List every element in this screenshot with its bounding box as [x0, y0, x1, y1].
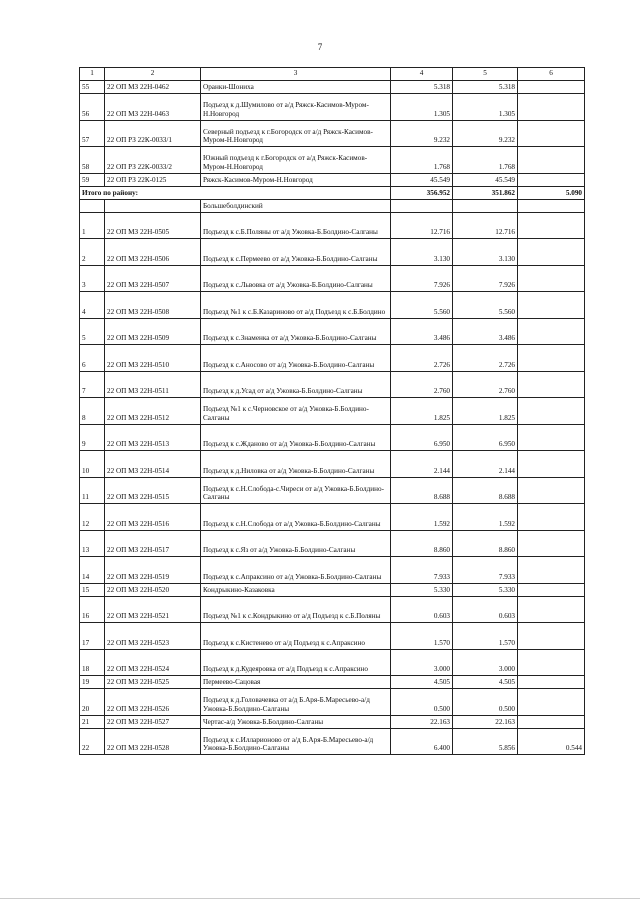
total-length-cell: 12.716 — [391, 212, 453, 239]
total-length-cell: 3.130 — [391, 239, 453, 266]
road-name-cell: Пермеево-Сацовая — [201, 676, 391, 689]
table-row — [80, 398, 585, 425]
road-name-cell: Ряжск-Касимов-Муром-Н.Новгород — [201, 173, 391, 186]
column6-value-cell — [518, 212, 585, 239]
total-length-cell: 1.570 — [391, 623, 453, 650]
column6-value-cell — [518, 120, 585, 147]
column5-value-cell: 1.768 — [453, 147, 518, 174]
road-code-cell: 22 ОП МЗ 22Н-0521 — [105, 596, 201, 623]
road-code-cell: 22 ОП МЗ 22Н-0462 — [105, 81, 201, 94]
column5-value-cell: 7.933 — [453, 557, 518, 584]
road-code-cell: 22 ОП МЗ 22Н-0512 — [105, 398, 201, 425]
empty-cell — [105, 199, 201, 212]
district-heading-row — [80, 199, 585, 212]
empty-cell — [391, 199, 453, 212]
row-number-cell: 59 — [80, 173, 105, 186]
road-code-cell: 22 ОП МЗ 22Н-0523 — [105, 623, 201, 650]
district-name: Большеболдинский — [201, 199, 391, 212]
column6-value-cell — [518, 623, 585, 650]
row-number-cell: 2 — [80, 239, 105, 266]
total-length-cell: 9.232 — [391, 120, 453, 147]
header-cell: 1 — [80, 68, 105, 81]
table-row — [80, 477, 585, 504]
road-code-cell: 22 ОП МЗ 22Н-0519 — [105, 557, 201, 584]
total-length-cell: 2.144 — [391, 451, 453, 478]
road-name-cell: Подъезд к с.Б.Поляны от а/д Ужовка-Б.Болдино-Салганы — [201, 212, 391, 239]
empty-cell — [453, 199, 518, 212]
row-number-cell: 5 — [80, 318, 105, 345]
road-name-cell: Южный подъезд к г.Богородск от а/д Ряжск-Касимов-Муром-Н.Новгород — [201, 147, 391, 174]
table-row — [80, 676, 585, 689]
column6-value-cell: 0.544 — [518, 728, 585, 755]
column5-value-cell: 5.856 — [453, 728, 518, 755]
table-row — [80, 596, 585, 623]
table-row — [80, 715, 585, 728]
row-number-cell: 11 — [80, 477, 105, 504]
total-length-cell: 5.318 — [391, 81, 453, 94]
column6-value-cell — [518, 398, 585, 425]
table-row — [80, 147, 585, 174]
road-name-cell: Подъезд к с.Львовка от а/д Ужовка-Б.Болдино-Салганы — [201, 265, 391, 292]
column5-value-cell: 3.000 — [453, 649, 518, 676]
total-length-cell: 45.549 — [391, 173, 453, 186]
table-row — [80, 728, 585, 755]
road-name-cell: Подъезд к с.Кистенево от а/д Подъезд к с.Апраксино — [201, 623, 391, 650]
table-row — [80, 583, 585, 596]
page-number: 7 — [317, 42, 323, 52]
column5-value-cell: 9.232 — [453, 120, 518, 147]
column6-value-cell: 5.090 — [518, 186, 585, 199]
column6-value-cell — [518, 583, 585, 596]
total-length-cell: 7.933 — [391, 557, 453, 584]
column5-value-cell: 5.330 — [453, 583, 518, 596]
table-row — [80, 265, 585, 292]
road-name-cell: Подъезд к д.Ниловка от а/д Ужовка-Б.Болдино-Салганы — [201, 451, 391, 478]
total-label: Итого по району: — [80, 186, 391, 199]
table-row — [80, 318, 585, 345]
road-name-cell: Подъезд к с.Пермеево от а/д Ужовка-Б.Болдино-Салганы — [201, 239, 391, 266]
column5-value-cell: 2.760 — [453, 371, 518, 398]
road-code-cell: 22 ОП МЗ 22Н-0511 — [105, 371, 201, 398]
column5-value-cell: 45.549 — [453, 173, 518, 186]
column5-value-cell: 351.862 — [453, 186, 518, 199]
column5-value-cell: 1.305 — [453, 94, 518, 121]
total-length-cell: 22.163 — [391, 715, 453, 728]
row-number-cell: 9 — [80, 424, 105, 451]
district-total-row — [80, 186, 585, 199]
table-row — [80, 424, 585, 451]
header-cell: 4 — [391, 68, 453, 81]
row-number-cell: 13 — [80, 530, 105, 557]
column5-value-cell: 2.144 — [453, 451, 518, 478]
column6-value-cell — [518, 504, 585, 531]
column6-value-cell — [518, 451, 585, 478]
total-length-cell: 4.505 — [391, 676, 453, 689]
column6-value-cell — [518, 173, 585, 186]
total-length-cell: 7.926 — [391, 265, 453, 292]
road-code-cell: 22 ОП МЗ 22Н-0516 — [105, 504, 201, 531]
row-number-cell: 6 — [80, 345, 105, 372]
column6-value-cell — [518, 265, 585, 292]
road-code-cell: 22 ОП МЗ 22Н-0508 — [105, 292, 201, 319]
road-code-cell: 22 ОП МЗ 22Н-0514 — [105, 451, 201, 478]
column5-value-cell: 7.926 — [453, 265, 518, 292]
total-length-cell: 3.486 — [391, 318, 453, 345]
road-code-cell: 22 ОП МЗ 22Н-0507 — [105, 265, 201, 292]
row-number-cell: 55 — [80, 81, 105, 94]
row-number-cell: 18 — [80, 649, 105, 676]
road-name-cell: Подъезд к с.Яз от а/д Ужовка-Б.Болдино-Салганы — [201, 530, 391, 557]
roads-table — [79, 67, 585, 755]
row-number-cell: 12 — [80, 504, 105, 531]
row-number-cell: 58 — [80, 147, 105, 174]
row-number-cell: 10 — [80, 451, 105, 478]
column6-value-cell — [518, 596, 585, 623]
empty-cell — [518, 199, 585, 212]
total-length-cell: 6.950 — [391, 424, 453, 451]
total-length-cell: 5.560 — [391, 292, 453, 319]
road-code-cell: 22 ОП МЗ 22Н-0506 — [105, 239, 201, 266]
column5-value-cell: 5.318 — [453, 81, 518, 94]
column5-value-cell: 12.716 — [453, 212, 518, 239]
row-number-cell: 1 — [80, 212, 105, 239]
road-name-cell: Подъезд к с.Илларионово от а/д Б.Аря-Б.Маресьево-а/д Ужовка-Б.Болдино-Салганы — [201, 728, 391, 755]
column6-value-cell — [518, 477, 585, 504]
table-row — [80, 530, 585, 557]
header-cell: 3 — [201, 68, 391, 81]
road-name-cell: Кондрыкино-Казаковка — [201, 583, 391, 596]
column6-value-cell — [518, 530, 585, 557]
road-code-cell: 22 ОП РЗ 22К-0125 — [105, 173, 201, 186]
row-number-cell: 19 — [80, 676, 105, 689]
total-length-cell: 356.952 — [391, 186, 453, 199]
table-row — [80, 292, 585, 319]
table-row — [80, 345, 585, 372]
total-length-cell: 2.726 — [391, 345, 453, 372]
row-number-cell: 8 — [80, 398, 105, 425]
column6-value-cell — [518, 715, 585, 728]
road-name-cell: Подъезд №1 к с.Кондрыкино от а/д Подъезд к с.Б.Поляны — [201, 596, 391, 623]
road-code-cell: 22 ОП МЗ 22Н-0525 — [105, 676, 201, 689]
column5-value-cell: 0.603 — [453, 596, 518, 623]
column5-value-cell: 6.950 — [453, 424, 518, 451]
table-row — [80, 557, 585, 584]
road-code-cell: 22 ОП РЗ 22К-0033/2 — [105, 147, 201, 174]
total-length-cell: 2.760 — [391, 371, 453, 398]
road-name-cell: Подъезд к с.Жданово от а/д Ужовка-Б.Болдино-Салганы — [201, 424, 391, 451]
column5-value-cell: 4.505 — [453, 676, 518, 689]
road-code-cell: 22 ОП МЗ 22Н-0510 — [105, 345, 201, 372]
header-cell: 2 — [105, 68, 201, 81]
row-number-cell: 17 — [80, 623, 105, 650]
road-name-cell: Подъезд к д.Усад от а/д Ужовка-Б.Болдино-Салганы — [201, 371, 391, 398]
road-code-cell: 22 ОП МЗ 22Н-0517 — [105, 530, 201, 557]
row-number-cell: 15 — [80, 583, 105, 596]
column6-value-cell — [518, 345, 585, 372]
road-name-cell: Северный подъезд к г.Богородск от а/д Ряжск-Касимов-Муром-Н.Новгород — [201, 120, 391, 147]
column5-value-cell: 5.560 — [453, 292, 518, 319]
column5-value-cell: 8.688 — [453, 477, 518, 504]
road-code-cell: 22 ОП МЗ 22Н-0505 — [105, 212, 201, 239]
column5-value-cell: 1.825 — [453, 398, 518, 425]
total-length-cell: 0.603 — [391, 596, 453, 623]
row-number-cell: 14 — [80, 557, 105, 584]
table-row — [80, 504, 585, 531]
column6-value-cell — [518, 239, 585, 266]
road-name-cell: Оранки-Шониха — [201, 81, 391, 94]
table-row — [80, 81, 585, 94]
road-code-cell: 22 ОП МЗ 22Н-0520 — [105, 583, 201, 596]
road-code-cell: 22 ОП МЗ 22Н-0527 — [105, 715, 201, 728]
table-row — [80, 649, 585, 676]
row-number-cell: 20 — [80, 689, 105, 716]
road-name-cell: Подъезд к д.Кудеяровка от а/д Подъезд к с.Апраксино — [201, 649, 391, 676]
road-name-cell: Подъезд к с.Н.Слобода-с.Чиреси от а/д Ужовка-Б.Болдино-Салганы — [201, 477, 391, 504]
row-number-cell: 16 — [80, 596, 105, 623]
road-code-cell: 22 ОП МЗ 22Н-0463 — [105, 94, 201, 121]
table-row — [80, 212, 585, 239]
road-code-cell: 22 ОП МЗ 22Н-0526 — [105, 689, 201, 716]
road-name-cell: Подъезд к с.Аносово от а/д Ужовка-Б.Болдино-Салганы — [201, 345, 391, 372]
road-name-cell: Чертас-а/д Ужовка-Б.Болдино-Салганы — [201, 715, 391, 728]
total-length-cell: 8.688 — [391, 477, 453, 504]
row-number-cell: 4 — [80, 292, 105, 319]
total-length-cell: 1.305 — [391, 94, 453, 121]
column5-value-cell: 1.592 — [453, 504, 518, 531]
row-number-cell: 3 — [80, 265, 105, 292]
header-cell: 5 — [453, 68, 518, 81]
road-code-cell: 22 ОП МЗ 22Н-0513 — [105, 424, 201, 451]
total-length-cell: 5.330 — [391, 583, 453, 596]
total-length-cell: 0.500 — [391, 689, 453, 716]
total-length-cell: 3.000 — [391, 649, 453, 676]
row-number-cell: 56 — [80, 94, 105, 121]
column5-value-cell: 8.860 — [453, 530, 518, 557]
total-length-cell: 1.825 — [391, 398, 453, 425]
column5-value-cell: 2.726 — [453, 345, 518, 372]
road-name-cell: Подъезд №1 к с.Б.Казариново от а/д Подъезд к с.Б.Болдино — [201, 292, 391, 319]
table-header-row — [80, 68, 585, 81]
column6-value-cell — [518, 649, 585, 676]
column6-value-cell — [518, 557, 585, 584]
column6-value-cell — [518, 94, 585, 121]
road-name-cell: Подъезд к д.Шумилово от а/д Ряжск-Касимов-Муром-Н.Новгород — [201, 94, 391, 121]
column6-value-cell — [518, 292, 585, 319]
column6-value-cell — [518, 676, 585, 689]
road-name-cell: Подъезд к д.Головачевка от а/д Б.Аря-Б.Маресьево-а/д Ужовка-Б.Болдино-Салганы — [201, 689, 391, 716]
total-length-cell: 1.592 — [391, 504, 453, 531]
table-row — [80, 451, 585, 478]
row-number-cell: 57 — [80, 120, 105, 147]
column5-value-cell: 22.163 — [453, 715, 518, 728]
column6-value-cell — [518, 424, 585, 451]
table-row — [80, 120, 585, 147]
column6-value-cell — [518, 318, 585, 345]
total-length-cell: 1.768 — [391, 147, 453, 174]
road-code-cell: 22 ОП МЗ 22Н-0509 — [105, 318, 201, 345]
column6-value-cell — [518, 147, 585, 174]
column5-value-cell: 0.500 — [453, 689, 518, 716]
table-row — [80, 371, 585, 398]
road-name-cell: Подъезд к с.Апраксино от а/д Ужовка-Б.Болдино-Салганы — [201, 557, 391, 584]
table-row — [80, 94, 585, 121]
column5-value-cell: 3.130 — [453, 239, 518, 266]
road-name-cell: Подъезд к с.Н.Слобода от а/д Ужовка-Б.Болдино-Салганы — [201, 504, 391, 531]
total-length-cell: 6.400 — [391, 728, 453, 755]
row-number-cell: 7 — [80, 371, 105, 398]
table-row — [80, 173, 585, 186]
column6-value-cell — [518, 81, 585, 94]
road-code-cell: 22 ОП МЗ 22Н-0524 — [105, 649, 201, 676]
road-name-cell: Подъезд №1 к с.Черновское от а/д Ужовка-Б.Болдино-Салганы — [201, 398, 391, 425]
table-row — [80, 239, 585, 266]
scan-edge-line — [0, 898, 640, 899]
row-number-cell: 22 — [80, 728, 105, 755]
table-row — [80, 689, 585, 716]
column5-value-cell: 1.570 — [453, 623, 518, 650]
header-cell: 6 — [518, 68, 585, 81]
road-code-cell: 22 ОП РЗ 22К-0033/1 — [105, 120, 201, 147]
road-name-cell: Подъезд к с.Знаменка от а/д Ужовка-Б.Болдино-Салганы — [201, 318, 391, 345]
column6-value-cell — [518, 689, 585, 716]
road-code-cell: 22 ОП МЗ 22Н-0528 — [105, 728, 201, 755]
total-length-cell: 8.860 — [391, 530, 453, 557]
column5-value-cell: 3.486 — [453, 318, 518, 345]
road-code-cell: 22 ОП МЗ 22Н-0515 — [105, 477, 201, 504]
empty-cell — [80, 199, 105, 212]
row-number-cell: 21 — [80, 715, 105, 728]
table-row — [80, 623, 585, 650]
column6-value-cell — [518, 371, 585, 398]
